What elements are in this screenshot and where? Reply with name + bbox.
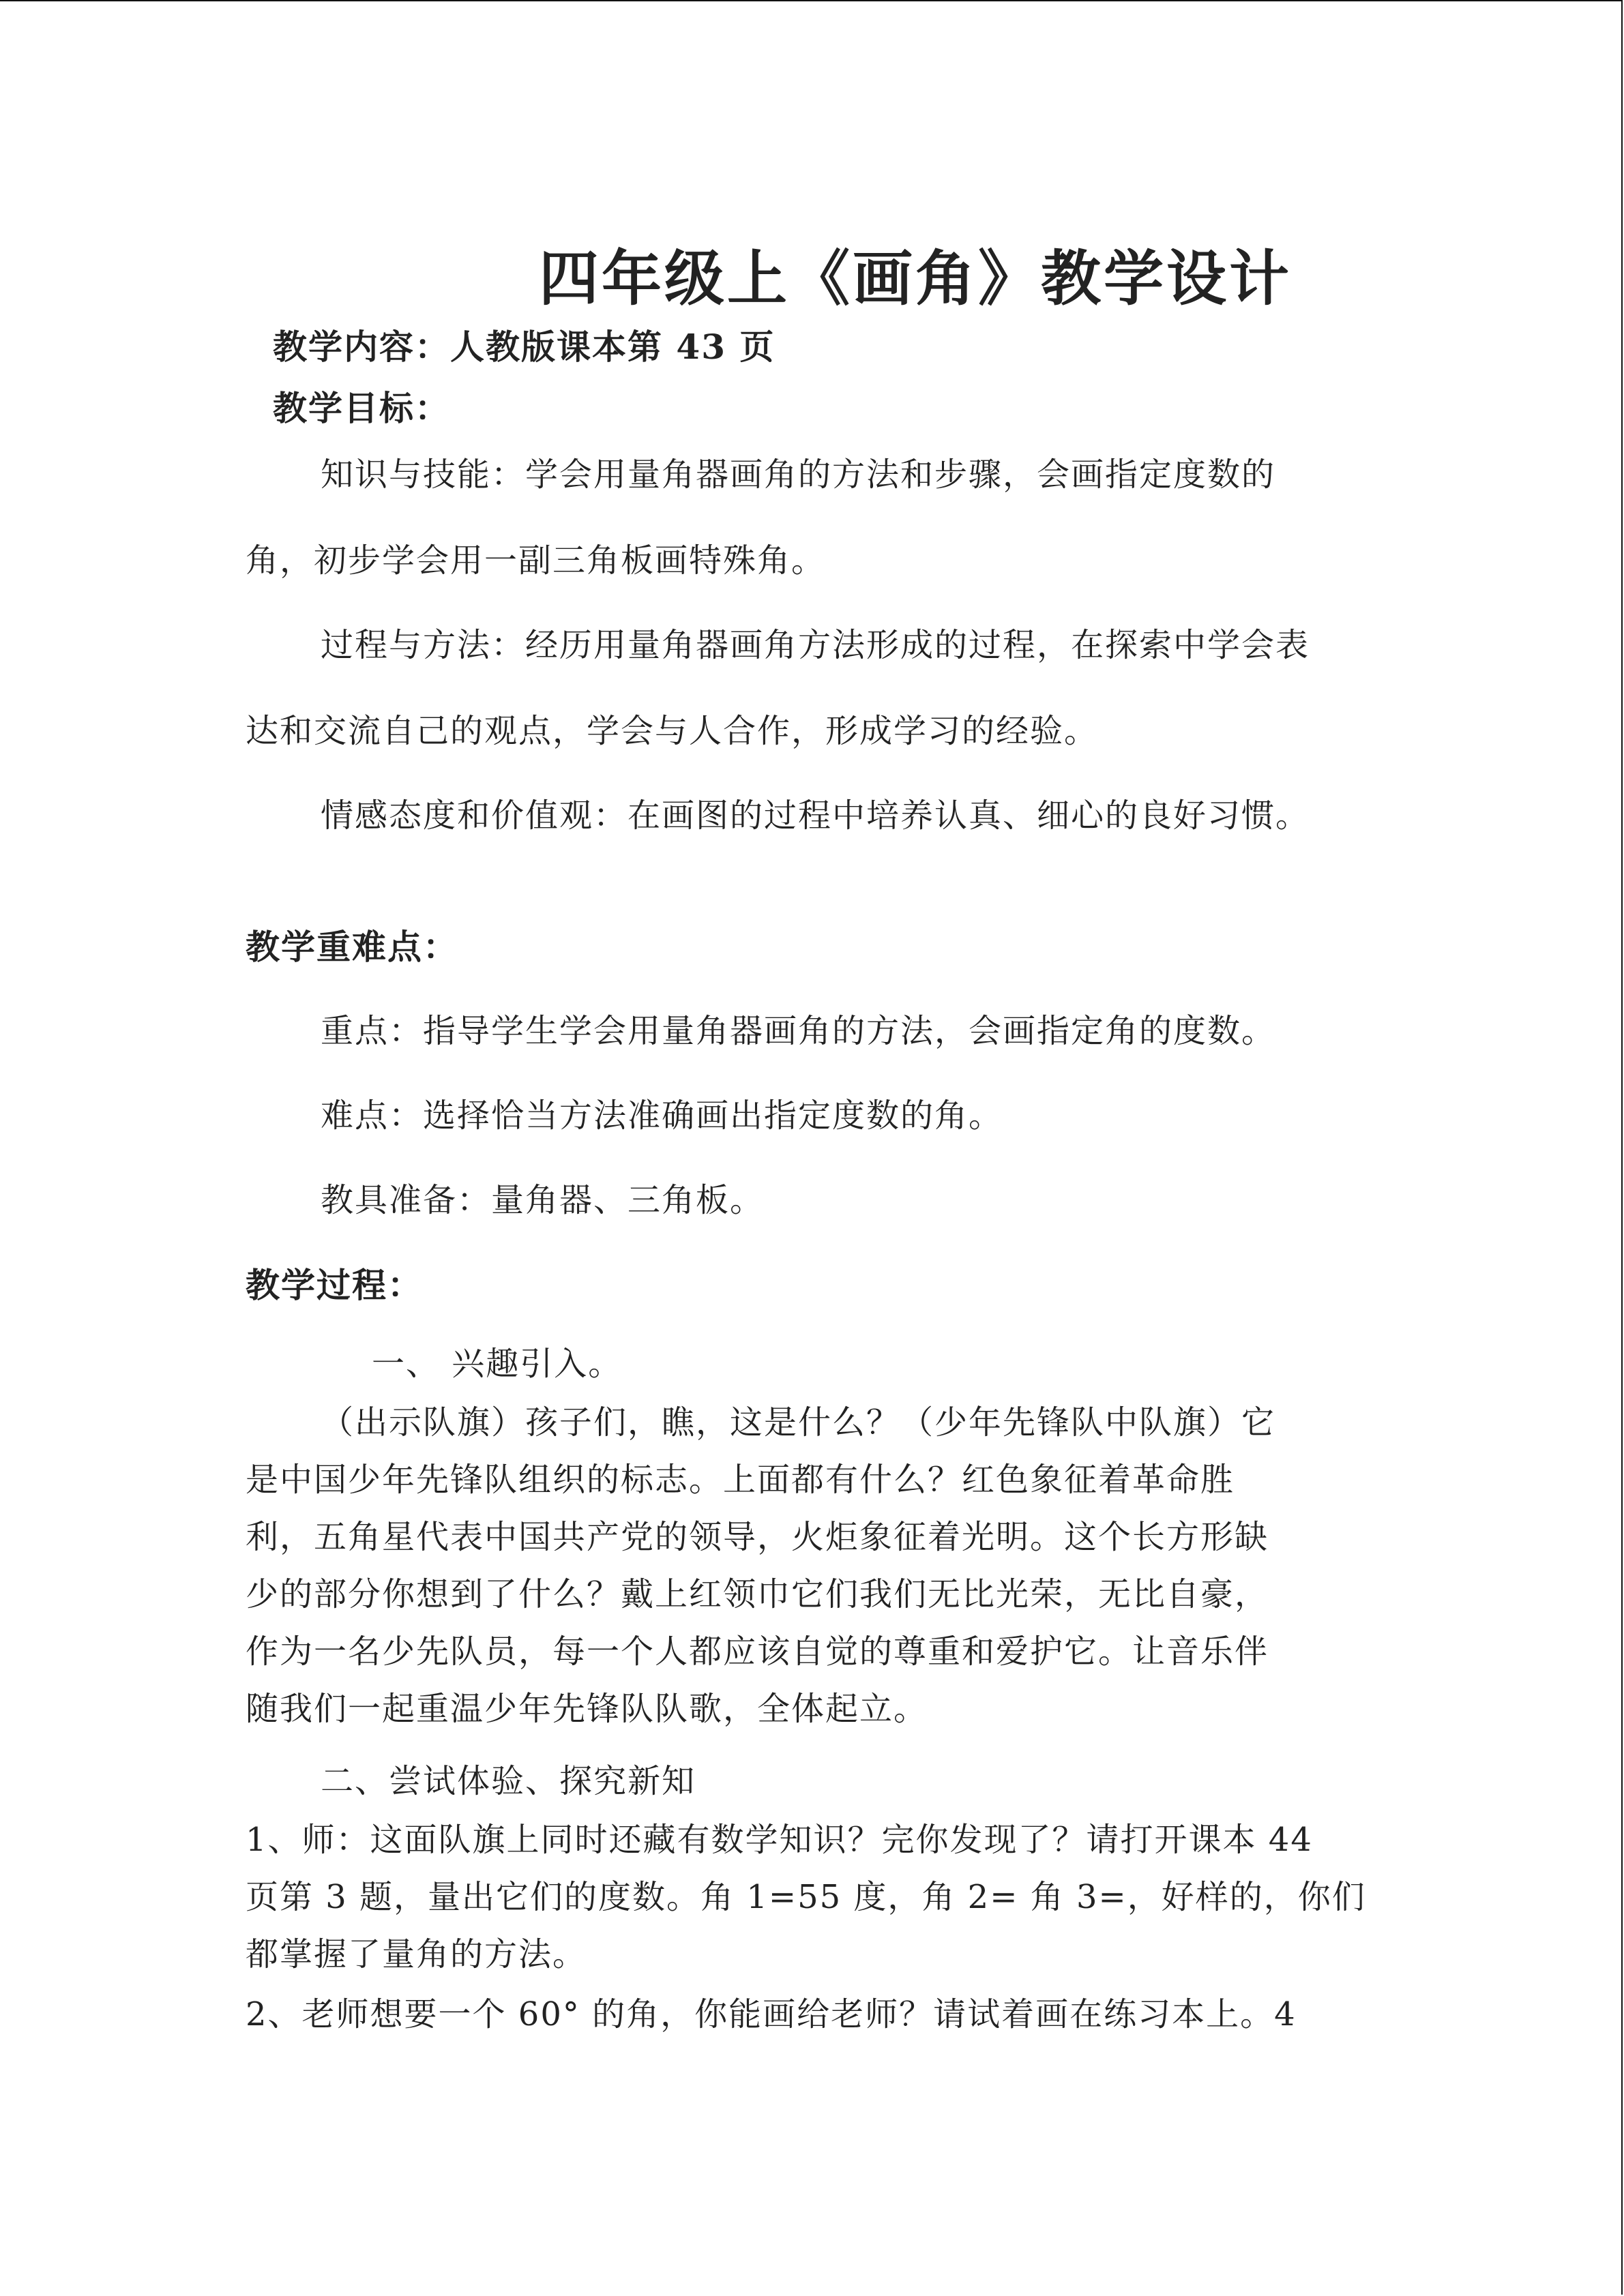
key-point-line: 重点：指导学生学会用量角器画角的方法，会画指定角的度数。 [321,1012,1276,1050]
difficult-point-line: 难点：选择恰当方法准确画出指定度数的角。 [321,1097,1003,1135]
goal-emotion-line: 情感态度和价值观：在画图的过程中培养认真、细心的良好习惯。 [321,796,1310,835]
paragraph-1-line: 随我们一起重温少年先锋队队歌，全体起立。 [246,1690,928,1728]
goal-process-line-2: 达和交流自己的观点，学会与人合作，形成学习的经验。 [246,712,1099,750]
teaching-goals-heading: 教学目标： [273,388,450,428]
paragraph-1-line: 利，五角星代表中国共产党的领导，火炬象征着光明。这个长方形缺 [246,1518,1269,1556]
paragraph-1-line: 是中国少年先锋队组织的标志。上面都有什么？红色象征着革命胜 [246,1461,1235,1499]
paragraph-1-line: （出示队旗）孩子们，瞧，这是什么？（少年先锋队中队旗）它 [321,1403,1276,1442]
key-difficult-heading: 教学重难点： [246,927,458,967]
goal-knowledge-line-2: 角，初步学会用一副三角板画特殊角。 [246,541,826,580]
paragraph-2-line: 2、老师想要一个 60° 的角，你能画给老师？请试着画在练习本上。4 [246,1995,1297,2033]
goal-process-line-1: 过程与方法：经历用量角器画角方法形成的过程，在探索中学会表 [321,626,1310,664]
teaching-tools-line: 教具准备：量角器、三角板。 [321,1181,765,1219]
teaching-process-heading: 教学过程： [246,1265,423,1305]
section-1-title: 一、 兴趣引入。 [372,1345,623,1383]
section-2-title: 二、尝试体验、探究新知 [321,1762,696,1800]
goal-knowledge-line-1: 知识与技能：学会用量角器画角的方法和步骤，会画指定度数的 [321,456,1276,494]
paragraph-1-line: 作为一名少先队员，每一个人都应该自觉的尊重和爱护它。让音乐伴 [246,1632,1269,1671]
teaching-content-line: 教学内容：人教版课本第 43 页 [273,327,776,367]
paragraph-2-line: 都掌握了量角的方法。 [246,1935,587,1973]
paragraph-2-line: 1、师：这面队旗上同时还藏有数学知识？完你发现了？请打开课本 44 [246,1821,1313,1859]
paragraph-2-line: 页第 3 题，量出它们的度数。角 1=55 度，角 2= 角 3=，好样的，你们 [246,1878,1366,1916]
document-title: 四年级上《画角》教学设计 [539,243,1293,314]
paragraph-1-line: 少的部分你想到了什么？戴上红领巾它们我们无比光荣，无比自豪， [246,1575,1269,1613]
